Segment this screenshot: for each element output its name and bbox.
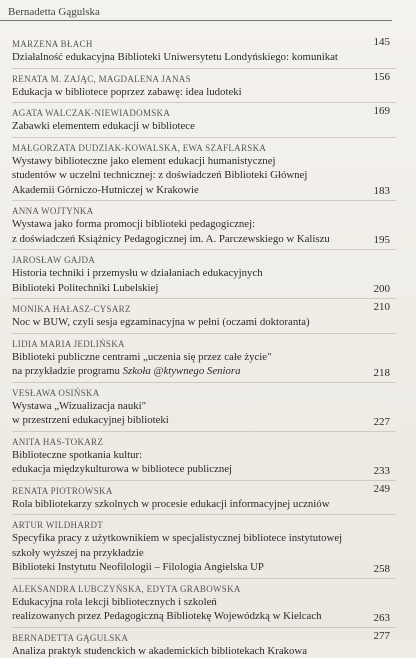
toc-page-number: 200	[374, 283, 391, 295]
toc-author: RENATA M. ZAJĄC, MAGDALENA JANAS	[12, 73, 396, 85]
header-rule	[0, 20, 392, 21]
toc-page-number: 195	[374, 234, 391, 246]
toc-title-line: Biblioteki Politechniki Lubelskiej	[12, 281, 362, 296]
toc-title-line: Akademii Górniczo-Hutniczej w Krakowie	[12, 183, 362, 198]
toc-title-line: Analiza praktyk studenckich w akademickich bibliotekach Krakowa	[12, 644, 362, 658]
toc-author: ARTUR WILDHARDT	[12, 519, 396, 531]
toc-author: ANNA WOJTYNKA	[12, 205, 396, 217]
toc-entry	[12, 583, 396, 624]
toc-author: LIDIA MARIA JEDLIŃSKA	[12, 338, 396, 350]
toc-page-number: 233	[374, 465, 391, 477]
toc-title	[12, 350, 396, 379]
toc-title-line: Zabawki elementem edukacji w bibliotece	[12, 119, 362, 134]
toc-page-number: 156	[374, 71, 391, 83]
toc-title-line: Edukacyjna rola lekcji bibliotecznych i szkoleń	[12, 595, 362, 610]
toc-entry	[12, 107, 396, 134]
toc-page-number: 249	[374, 483, 391, 495]
entry-divider	[12, 249, 396, 250]
toc-entry	[12, 303, 396, 330]
toc-page-number: 169	[374, 105, 391, 117]
toc-title	[12, 119, 396, 134]
toc-title-line: Wystawa jako forma promocji biblioteki pedagogicznej:	[12, 217, 362, 232]
toc-title-line: Rola bibliotekarzy szkolnych w procesie edukacji informacyjnej uczniów	[12, 497, 362, 512]
toc-title	[12, 217, 396, 246]
toc-title-line: studentów w uczelni technicznej: z doświadczeń Biblioteki Głównej	[12, 168, 362, 183]
toc-entry	[12, 632, 396, 658]
toc-author: RENATA PIOTROWSKA	[12, 485, 396, 497]
toc-entry	[12, 338, 396, 379]
toc-title-line: Biblioteki publiczne centrami „uczenia się przez całe życie"	[12, 350, 362, 365]
toc-title	[12, 531, 396, 575]
entry-divider	[12, 200, 396, 201]
entry-divider	[12, 382, 396, 383]
toc-page-number: 210	[374, 301, 391, 313]
toc-author: MONIKA HAŁASZ-CYSARZ	[12, 303, 396, 315]
toc-title	[12, 448, 396, 477]
toc-title-line: na przykładzie programu Szkoła @ktywnego Seniora	[12, 364, 362, 379]
toc-page-number: 227	[374, 416, 391, 428]
toc-author: JAROSŁAW GAJDA	[12, 254, 396, 266]
entry-divider	[12, 68, 396, 69]
toc-entry	[12, 205, 396, 246]
toc-entry	[12, 519, 396, 575]
toc-entry	[12, 38, 396, 65]
toc-title-line: Specyfika pracy z użytkownikiem w specjalistycznej bibliotece instytutowej	[12, 531, 362, 546]
toc-entry	[12, 485, 396, 512]
toc-title	[12, 497, 396, 512]
entry-divider	[12, 298, 396, 299]
entry-divider	[12, 627, 396, 628]
toc-page-number: 183	[374, 185, 391, 197]
toc-page-number: 263	[374, 612, 391, 624]
entry-divider	[12, 137, 396, 138]
toc-author: MAŁGORZATA DUDZIAK-KOWALSKA, EWA SZAFLARSKA	[12, 142, 396, 154]
toc-page-number: 145	[374, 36, 391, 48]
entry-divider	[12, 514, 396, 515]
toc-title	[12, 644, 396, 658]
entry-divider	[12, 578, 396, 579]
toc-author: ANITA HAS-TOKARZ	[12, 436, 396, 448]
toc-page-number: 258	[374, 563, 391, 575]
table-of-contents	[12, 38, 396, 658]
toc-page-number: 277	[374, 630, 391, 642]
toc-title-line: z doświadczeń Książnicy Pedagogicznej im. A. Parczewskiego w Kaliszu	[12, 232, 362, 247]
toc-title	[12, 595, 396, 624]
toc-entry	[12, 254, 396, 295]
toc-title	[12, 154, 396, 198]
entry-divider	[12, 333, 396, 334]
entry-divider	[12, 431, 396, 432]
toc-page-number: 218	[374, 367, 391, 379]
toc-author: AGATA WALCZAK-NIEWIADOMSKA	[12, 107, 396, 119]
toc-title-line: realizowanych przez Pedagogiczną Bibliotekę Wojewódzką w Kielcach	[12, 609, 362, 624]
toc-author: MARZENA BŁACH	[12, 38, 396, 50]
toc-title-line: edukacja międzykulturowa w bibliotece publicznej	[12, 462, 362, 477]
entry-divider	[12, 480, 396, 481]
toc-title	[12, 50, 396, 65]
toc-title-line: Działalność edukacyjna Biblioteki Uniwersytetu Londyńskiego: komunikat	[12, 50, 362, 65]
toc-title-line: Edukacja w bibliotece poprzez zabawę: idea ludoteki	[12, 85, 362, 100]
toc-entry	[12, 142, 396, 198]
toc-title-line: Biblioteki Instytutu Neofilologii – Filologia Angielska UP	[12, 560, 362, 575]
running-head: Bernadetta Gągulska	[8, 6, 100, 18]
toc-entry	[12, 436, 396, 477]
toc-title-line: Historia techniki i przemysłu w działaniach edukacyjnych	[12, 266, 362, 281]
entry-divider	[12, 102, 396, 103]
toc-title	[12, 399, 396, 428]
toc-entry	[12, 73, 396, 100]
toc-author: VESŁAWA OSIŃSKA	[12, 387, 396, 399]
toc-author: ALEKSANDRA LUBCZYŃSKA, EDYTA GRABOWSKA	[12, 583, 396, 595]
toc-title-line: szkoły wyższej na przykładzie	[12, 546, 362, 561]
toc-title-italic: Szkoła @ktywnego Seniora	[123, 365, 241, 377]
toc-title	[12, 315, 396, 330]
toc-title	[12, 266, 396, 295]
toc-title-line: Wystawa „Wizualizacja nauki"	[12, 399, 362, 414]
toc-title-line: Wystawy biblioteczne jako element edukacji humanistycznej	[12, 154, 362, 169]
toc-entry	[12, 387, 396, 428]
toc-title-line: Noc w BUW, czyli sesja egzaminacyjna w pełni (oczami doktoranta)	[12, 315, 362, 330]
toc-title	[12, 85, 396, 100]
toc-author: BERNADETTA GĄGULSKA	[12, 632, 396, 644]
toc-title-line: Biblioteczne spotkania kultur:	[12, 448, 362, 463]
toc-title-line: w przestrzeni edukacyjnej biblioteki	[12, 413, 362, 428]
